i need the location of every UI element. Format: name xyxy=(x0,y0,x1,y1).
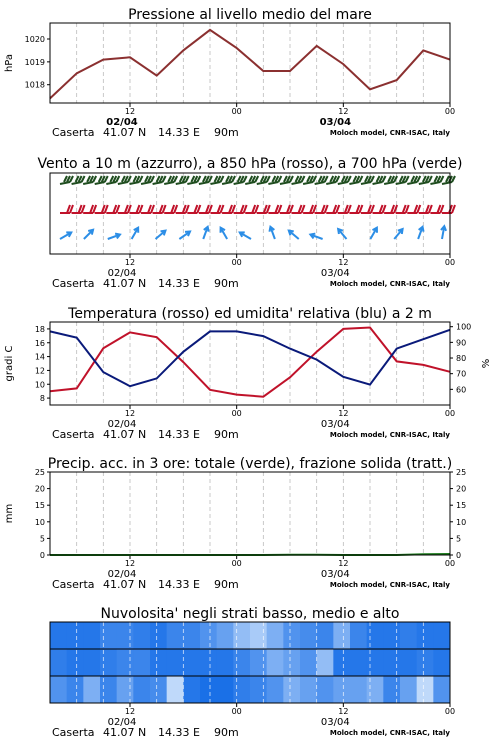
cloud-cell-alto xyxy=(400,622,417,649)
cloud-cell-alto xyxy=(117,622,134,649)
cloud-cell-alto xyxy=(183,622,200,649)
location-lon: 14.33 E xyxy=(158,428,200,441)
cloud-cell-basso xyxy=(367,676,384,703)
y-tick-label: 14 xyxy=(35,353,45,362)
location-alt: 90m xyxy=(214,126,239,139)
cloud-cell-medio xyxy=(317,649,334,676)
wind-barb xyxy=(326,182,336,184)
time-axis-4 xyxy=(52,472,455,591)
cloud-cell-medio xyxy=(117,649,134,676)
location-lat: 41.07 N xyxy=(103,277,146,290)
date-label: 02/04 xyxy=(108,268,137,279)
y-axis-label-4: mm xyxy=(4,504,15,523)
cloud-cell-medio xyxy=(150,649,167,676)
x-tick-label: 00 xyxy=(232,258,242,267)
date-label: 03/04 xyxy=(321,717,350,728)
cloud-cell-medio xyxy=(133,649,150,676)
cloud-cell-medio xyxy=(417,649,434,676)
wind-barb xyxy=(118,182,128,184)
x-tick-label: 12 xyxy=(338,707,348,716)
y-tick-label: 1020 xyxy=(25,35,45,44)
x-tick-label: 00 xyxy=(445,258,455,267)
x-tick-label: 12 xyxy=(125,559,135,568)
wind-barb xyxy=(83,182,93,184)
location-alt: 90m xyxy=(214,726,239,739)
location-name: Caserta xyxy=(52,578,95,591)
cloud-cell-basso xyxy=(50,676,67,703)
cloud-cell-medio xyxy=(267,649,284,676)
cloud-cell-medio xyxy=(167,649,184,676)
wind-barb xyxy=(106,182,116,184)
model-credit: Moloch model, CNR-ISAC, Italy xyxy=(330,129,451,137)
cloud-cell-medio xyxy=(50,649,67,676)
wind-barb xyxy=(234,182,244,184)
wind-row-10-m xyxy=(60,226,446,239)
wind-barb xyxy=(199,182,209,184)
wind-barb xyxy=(430,182,440,184)
cloud-cell-alto xyxy=(433,622,450,649)
wind-barb xyxy=(187,182,197,184)
x-tick-label: 00 xyxy=(232,107,242,116)
y-tick-label: 25 xyxy=(35,468,45,477)
wind-barb xyxy=(257,182,267,184)
plot-frame-4 xyxy=(50,472,450,555)
wind-barb xyxy=(407,182,417,184)
cloud-cell-basso xyxy=(133,676,150,703)
cloud-cell-alto xyxy=(350,622,367,649)
location-alt: 90m xyxy=(214,277,239,290)
cloud-cell-medio xyxy=(217,649,234,676)
cloud-cell-basso xyxy=(183,676,200,703)
y-tick-label: 1018 xyxy=(25,81,45,90)
cloud-cell-medio xyxy=(250,649,267,676)
date-label: 03/04 xyxy=(321,569,350,580)
x-tick-label: 12 xyxy=(125,258,135,267)
y-tick-label: 5 xyxy=(40,534,45,543)
cloud-cell-basso xyxy=(433,676,450,703)
y-tick-label: 12 xyxy=(35,366,45,375)
wind-barb xyxy=(141,182,151,184)
date-label: 02/04 xyxy=(108,717,137,728)
model-credit: Moloch model, CNR-ISAC, Italy xyxy=(330,729,451,737)
y-tick-label-right: 100 xyxy=(456,323,471,332)
wind-barb xyxy=(315,182,325,184)
location-lon: 14.33 E xyxy=(158,578,200,591)
y-axis-left-4 xyxy=(35,468,50,560)
cloud-cell-basso xyxy=(350,676,367,703)
model-credit: Moloch model, CNR-ISAC, Italy xyxy=(330,581,451,589)
x-tick-label: 12 xyxy=(125,107,135,116)
cloud-cell-basso xyxy=(283,676,300,703)
location-name: Caserta xyxy=(52,277,95,290)
wind-barb xyxy=(245,182,255,184)
cloud-cell-alto xyxy=(300,622,317,649)
cloud-cell-basso xyxy=(200,676,217,703)
date-label: 02/04 xyxy=(106,117,138,128)
date-label: 03/04 xyxy=(321,268,350,279)
cloud-cell-basso xyxy=(317,676,334,703)
x-tick-label: 00 xyxy=(445,409,455,418)
y-tick-label: 8 xyxy=(40,394,45,403)
location-lat: 41.07 N xyxy=(103,726,146,739)
y-tick-label: 20 xyxy=(35,485,45,494)
cloud-cell-medio xyxy=(183,649,200,676)
cloud-cell-alto xyxy=(317,622,334,649)
cloud-cell-medio xyxy=(283,649,300,676)
cloud-cell-alto xyxy=(267,622,284,649)
x-tick-label: 12 xyxy=(338,559,348,568)
cloud-cell-medio xyxy=(233,649,250,676)
location-alt: 90m xyxy=(214,578,239,591)
y-tick-label-right: 60 xyxy=(456,385,466,394)
wind-barb xyxy=(129,182,139,184)
cloud-cell-basso xyxy=(67,676,84,703)
cloud-cell-alto xyxy=(233,622,250,649)
location-name: Caserta xyxy=(52,428,95,441)
y-tick-label-right: 25 xyxy=(456,468,466,477)
y-tick-label-right: 0 xyxy=(456,551,461,560)
cloud-cell-alto xyxy=(367,622,384,649)
y-axis-label-1: hPa xyxy=(4,54,15,72)
wind-barb xyxy=(60,182,70,184)
cloud-cell-basso xyxy=(167,676,184,703)
temperature-line xyxy=(50,328,450,397)
location-lon: 14.33 E xyxy=(158,126,200,139)
y-axis-right-4 xyxy=(450,468,466,560)
wind-barb xyxy=(338,182,348,184)
location-alt: 90m xyxy=(214,428,239,441)
cloud-cell-medio xyxy=(100,649,117,676)
cloud-cell-basso xyxy=(383,676,400,703)
wind-barb xyxy=(292,182,302,184)
cloud-cell-alto xyxy=(167,622,184,649)
y-tick-label-right: 90 xyxy=(456,338,466,347)
cloud-cell-basso xyxy=(117,676,134,703)
location-name: Caserta xyxy=(52,726,95,739)
cloud-cell-medio xyxy=(350,649,367,676)
x-tick-label: 12 xyxy=(125,409,135,418)
cloud-cell-medio xyxy=(200,649,217,676)
y-axis-label-3: gradi C xyxy=(4,346,15,382)
x-tick-label: 00 xyxy=(445,707,455,716)
wind-barb xyxy=(384,182,394,184)
wind-barb xyxy=(210,182,220,184)
wind-barb xyxy=(349,182,359,184)
x-tick-label: 00 xyxy=(232,707,242,716)
y-tick-label: 15 xyxy=(35,501,45,510)
location-name: Caserta xyxy=(52,126,95,139)
cloud-cell-basso xyxy=(417,676,434,703)
wind-barb xyxy=(373,182,383,184)
cloud-cell-alto xyxy=(217,622,234,649)
date-label: 02/04 xyxy=(108,419,137,430)
wind-row-850-hPa xyxy=(60,205,455,213)
cloud-cell-basso xyxy=(250,676,267,703)
x-tick-label: 00 xyxy=(232,409,242,418)
cloud-cell-medio xyxy=(433,649,450,676)
y-tick-label-right: 80 xyxy=(456,354,466,363)
y-tick-label-right: 5 xyxy=(456,534,461,543)
wind-barb xyxy=(303,182,313,184)
cloud-cell-medio xyxy=(367,649,384,676)
y-tick-label-right: 70 xyxy=(456,370,466,379)
wind-row-700-hPa xyxy=(60,176,455,184)
wind-barb xyxy=(280,182,290,184)
wind-barb xyxy=(268,182,278,184)
location-lat: 41.07 N xyxy=(103,126,146,139)
cloud-cell-basso xyxy=(333,676,350,703)
x-tick-label: 00 xyxy=(232,559,242,568)
cloud-cell-basso xyxy=(233,676,250,703)
wind-barb xyxy=(164,182,174,184)
model-credit: Moloch model, CNR-ISAC, Italy xyxy=(330,280,451,288)
x-tick-label: 00 xyxy=(445,107,455,116)
cloud-cell-alto xyxy=(417,622,434,649)
cloud-cell-alto xyxy=(383,622,400,649)
y-tick-label: 18 xyxy=(35,325,45,334)
cloud-cell-medio xyxy=(300,649,317,676)
cloud-cell-medio xyxy=(83,649,100,676)
plot-frame-1 xyxy=(50,23,450,103)
model-credit: Moloch model, CNR-ISAC, Italy xyxy=(330,431,451,439)
chart-title-4: Precip. acc. in 3 ore: totale (verde), frazione solida (tratt.) xyxy=(48,456,452,472)
chart-title-3: Temperatura (rosso) ed umidita' relativa (blu) a 2 m xyxy=(67,306,432,322)
location-lat: 41.07 N xyxy=(103,578,146,591)
cloud-cell-basso xyxy=(267,676,284,703)
x-tick-label: 12 xyxy=(125,707,135,716)
x-tick-label: 12 xyxy=(338,258,348,267)
cloud-cell-basso xyxy=(100,676,117,703)
wind-barb xyxy=(396,182,406,184)
date-label: 03/04 xyxy=(320,117,352,128)
location-lon: 14.33 E xyxy=(158,726,200,739)
cloud-cell-alto xyxy=(200,622,217,649)
cloud-cell-alto xyxy=(333,622,350,649)
y-tick-label: 10 xyxy=(35,518,45,527)
y-axis-left-1 xyxy=(25,35,50,90)
cloud-cell-basso xyxy=(83,676,100,703)
cloud-cell-medio xyxy=(67,649,84,676)
y-axis-right-3 xyxy=(450,323,471,395)
cloud-cell-medio xyxy=(383,649,400,676)
location-lat: 41.07 N xyxy=(103,428,146,441)
x-tick-label: 12 xyxy=(338,409,348,418)
time-axis-3 xyxy=(52,322,455,441)
y-axis-label-right-3: % xyxy=(481,359,492,369)
cloud-cell-alto xyxy=(283,622,300,649)
cloud-cell-alto xyxy=(83,622,100,649)
cloud-cell-alto xyxy=(67,622,84,649)
chart-title-1: Pressione al livello medio del mare xyxy=(128,7,372,23)
cloud-cell-alto xyxy=(250,622,267,649)
date-label: 02/04 xyxy=(108,569,137,580)
y-tick-label: 10 xyxy=(35,380,45,389)
cloud-cell-alto xyxy=(150,622,167,649)
cloud-cell-alto xyxy=(133,622,150,649)
cloud-cell-basso xyxy=(300,676,317,703)
y-tick-label-right: 15 xyxy=(456,501,466,510)
cloud-cell-basso xyxy=(400,676,417,703)
y-axis-left-3 xyxy=(35,325,50,403)
y-tick-label-right: 10 xyxy=(456,518,466,527)
wind-barb xyxy=(361,182,371,184)
wind-barb xyxy=(419,182,429,184)
date-label: 03/04 xyxy=(321,419,350,430)
cloud-cell-basso xyxy=(150,676,167,703)
pressure-line xyxy=(50,30,450,99)
wind-barb xyxy=(72,182,82,184)
y-tick-label: 1019 xyxy=(25,58,45,67)
y-tick-label: 16 xyxy=(35,339,45,348)
y-tick-label: 0 xyxy=(40,551,45,560)
wind-barb xyxy=(153,182,163,184)
y-tick-label-right: 20 xyxy=(456,485,466,494)
cloud-cell-medio xyxy=(400,649,417,676)
cloud-cell-basso xyxy=(217,676,234,703)
wind-barb xyxy=(222,182,232,184)
wind-barb xyxy=(176,182,186,184)
cloud-cell-alto xyxy=(100,622,117,649)
cloud-cell-alto xyxy=(50,622,67,649)
x-tick-label: 00 xyxy=(445,559,455,568)
time-axis-2 xyxy=(52,173,455,290)
humidity-line xyxy=(50,330,450,386)
cloud-cell-medio xyxy=(333,649,350,676)
x-tick-label: 12 xyxy=(338,107,348,116)
chart-title-2: Vento a 10 m (azzurro), a 850 hPa (rosso), a 700 hPa (verde) xyxy=(37,156,462,172)
chart-title-5: Nuvolosita' negli strati basso, medio e alto xyxy=(101,606,400,622)
location-lon: 14.33 E xyxy=(158,277,200,290)
